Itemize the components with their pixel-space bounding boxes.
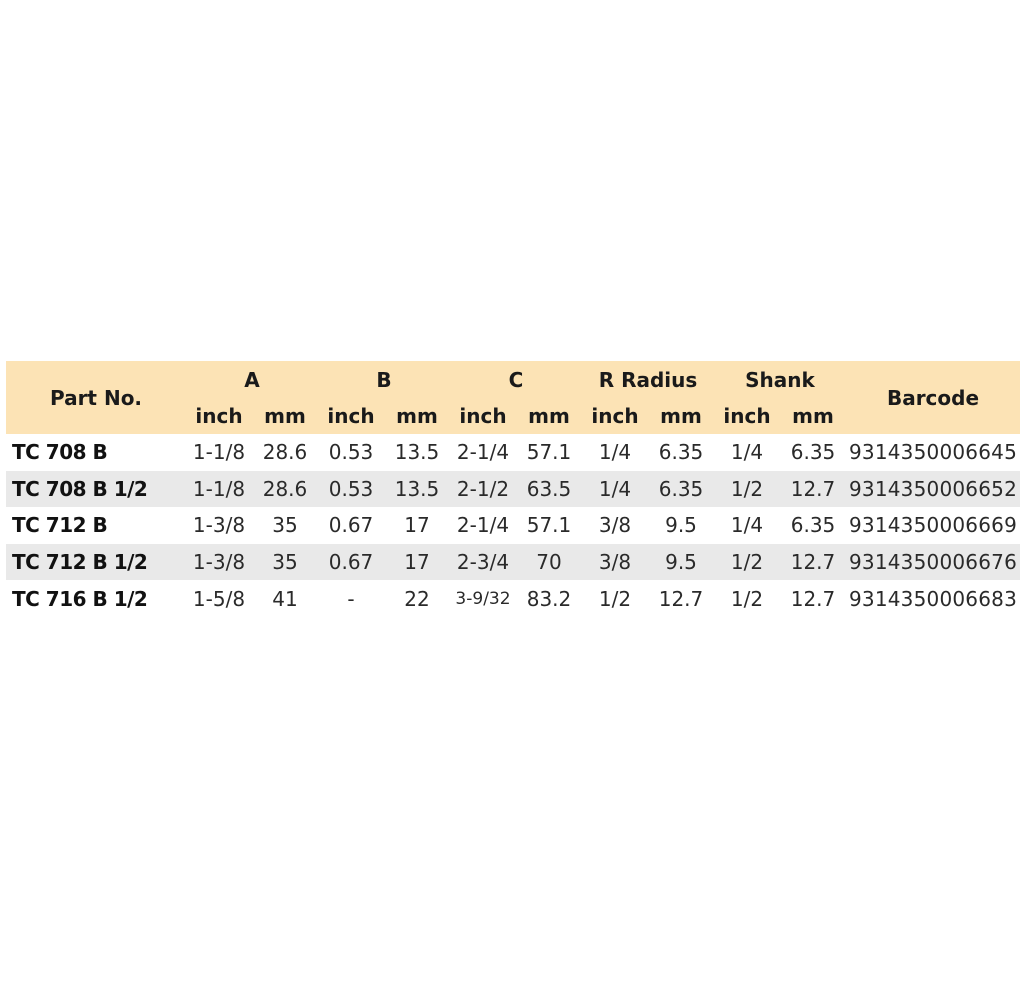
table-row xyxy=(6,544,1020,581)
cell-part-no: TC 712 B 1/2 xyxy=(12,550,148,575)
table-cell: 2-3/4 xyxy=(456,550,510,575)
cell-part-no: TC 708 B 1/2 xyxy=(12,476,148,501)
table-cell: 1/4 xyxy=(730,513,764,538)
table-cell: 1-3/8 xyxy=(192,550,246,575)
header-unit: inch xyxy=(591,404,639,428)
table-cell: 0.53 xyxy=(328,476,374,501)
table-cell: 1/4 xyxy=(730,440,764,465)
header-unit: inch xyxy=(459,404,507,428)
table-cell: 1/4 xyxy=(598,476,632,501)
table-cell: 1-5/8 xyxy=(192,586,246,611)
table-cell: 1-1/8 xyxy=(192,476,246,501)
table-row xyxy=(6,434,1020,471)
header-unit: mm xyxy=(396,404,438,428)
table-cell: 1-1/8 xyxy=(192,440,246,465)
cell-barcode: 9314350006669 xyxy=(848,513,1018,538)
table-cell: 13.5 xyxy=(394,476,440,501)
table-cell: - xyxy=(347,586,355,611)
table-row xyxy=(6,471,1020,508)
table-cell: 3/8 xyxy=(598,550,632,575)
table-cell: 0.67 xyxy=(328,513,374,538)
table-cell: 12.7 xyxy=(790,586,836,611)
header-unit: mm xyxy=(528,404,570,428)
table-cell: 1-3/8 xyxy=(192,513,246,538)
table-cell: 6.35 xyxy=(658,440,704,465)
table-cell: 13.5 xyxy=(394,440,440,465)
table-cell: 2-1/2 xyxy=(456,476,510,501)
table-cell: 63.5 xyxy=(526,476,572,501)
table-cell: 41 xyxy=(272,586,298,611)
specifications-table xyxy=(6,361,1020,617)
table-cell: 17 xyxy=(404,513,430,538)
table-row xyxy=(6,580,1020,617)
header-unit: mm xyxy=(264,404,306,428)
header-unit: inch xyxy=(723,404,771,428)
table-cell: 6.35 xyxy=(658,476,704,501)
header-unit: inch xyxy=(327,404,375,428)
cell-part-no: TC 712 B xyxy=(12,513,108,538)
table-cell: 6.35 xyxy=(790,513,836,538)
table-header xyxy=(6,361,1020,434)
table-cell: 1/2 xyxy=(598,586,632,611)
table-cell: 2-1/4 xyxy=(456,513,510,538)
cell-barcode: 9314350006676 xyxy=(848,550,1018,575)
table-cell: 83.2 xyxy=(526,586,572,611)
header-group-shank: Shank xyxy=(745,367,815,392)
table-cell: 12.7 xyxy=(658,586,704,611)
table-cell: 28.6 xyxy=(262,476,308,501)
table-cell: 57.1 xyxy=(526,513,572,538)
table-cell: 35 xyxy=(272,513,298,538)
table-cell: 0.53 xyxy=(328,440,374,465)
cell-barcode: 9314350006683 xyxy=(848,586,1018,611)
table-cell: 0.67 xyxy=(328,550,374,575)
header-group-a: A xyxy=(244,367,260,392)
cell-barcode: 9314350006645 xyxy=(848,440,1018,465)
table-cell: 1/2 xyxy=(730,476,764,501)
table-cell: 3/8 xyxy=(598,513,632,538)
header-unit: mm xyxy=(792,404,834,428)
header-group-b: B xyxy=(376,367,392,392)
header-group-r-radius: R Radius xyxy=(598,367,698,392)
header-unit: mm xyxy=(660,404,702,428)
table-cell: 22 xyxy=(404,586,430,611)
table-cell: 17 xyxy=(404,550,430,575)
table-cell: 70 xyxy=(536,550,562,575)
table-cell: 9.5 xyxy=(665,513,697,538)
header-part-no: Part No. xyxy=(49,385,143,410)
table-cell: 57.1 xyxy=(526,440,572,465)
table-cell: 12.7 xyxy=(790,550,836,575)
header-barcode: Barcode xyxy=(886,385,980,410)
table-cell: 1/2 xyxy=(730,550,764,575)
table-cell: 28.6 xyxy=(262,440,308,465)
table-cell: 35 xyxy=(272,550,298,575)
cell-part-no: TC 708 B xyxy=(12,440,108,465)
table-cell: 12.7 xyxy=(790,476,836,501)
table-row xyxy=(6,507,1020,544)
table-cell: 3-9/32 xyxy=(455,588,511,609)
cell-barcode: 9314350006652 xyxy=(848,476,1018,501)
table-cell: 1/4 xyxy=(598,440,632,465)
table-body xyxy=(6,434,1020,617)
header-unit: inch xyxy=(195,404,243,428)
header-group-c: C xyxy=(508,367,524,392)
table-cell: 2-1/4 xyxy=(456,440,510,465)
table-cell: 6.35 xyxy=(790,440,836,465)
table-cell: 1/2 xyxy=(730,586,764,611)
cell-part-no: TC 716 B 1/2 xyxy=(12,586,148,611)
table-cell: 9.5 xyxy=(665,550,697,575)
